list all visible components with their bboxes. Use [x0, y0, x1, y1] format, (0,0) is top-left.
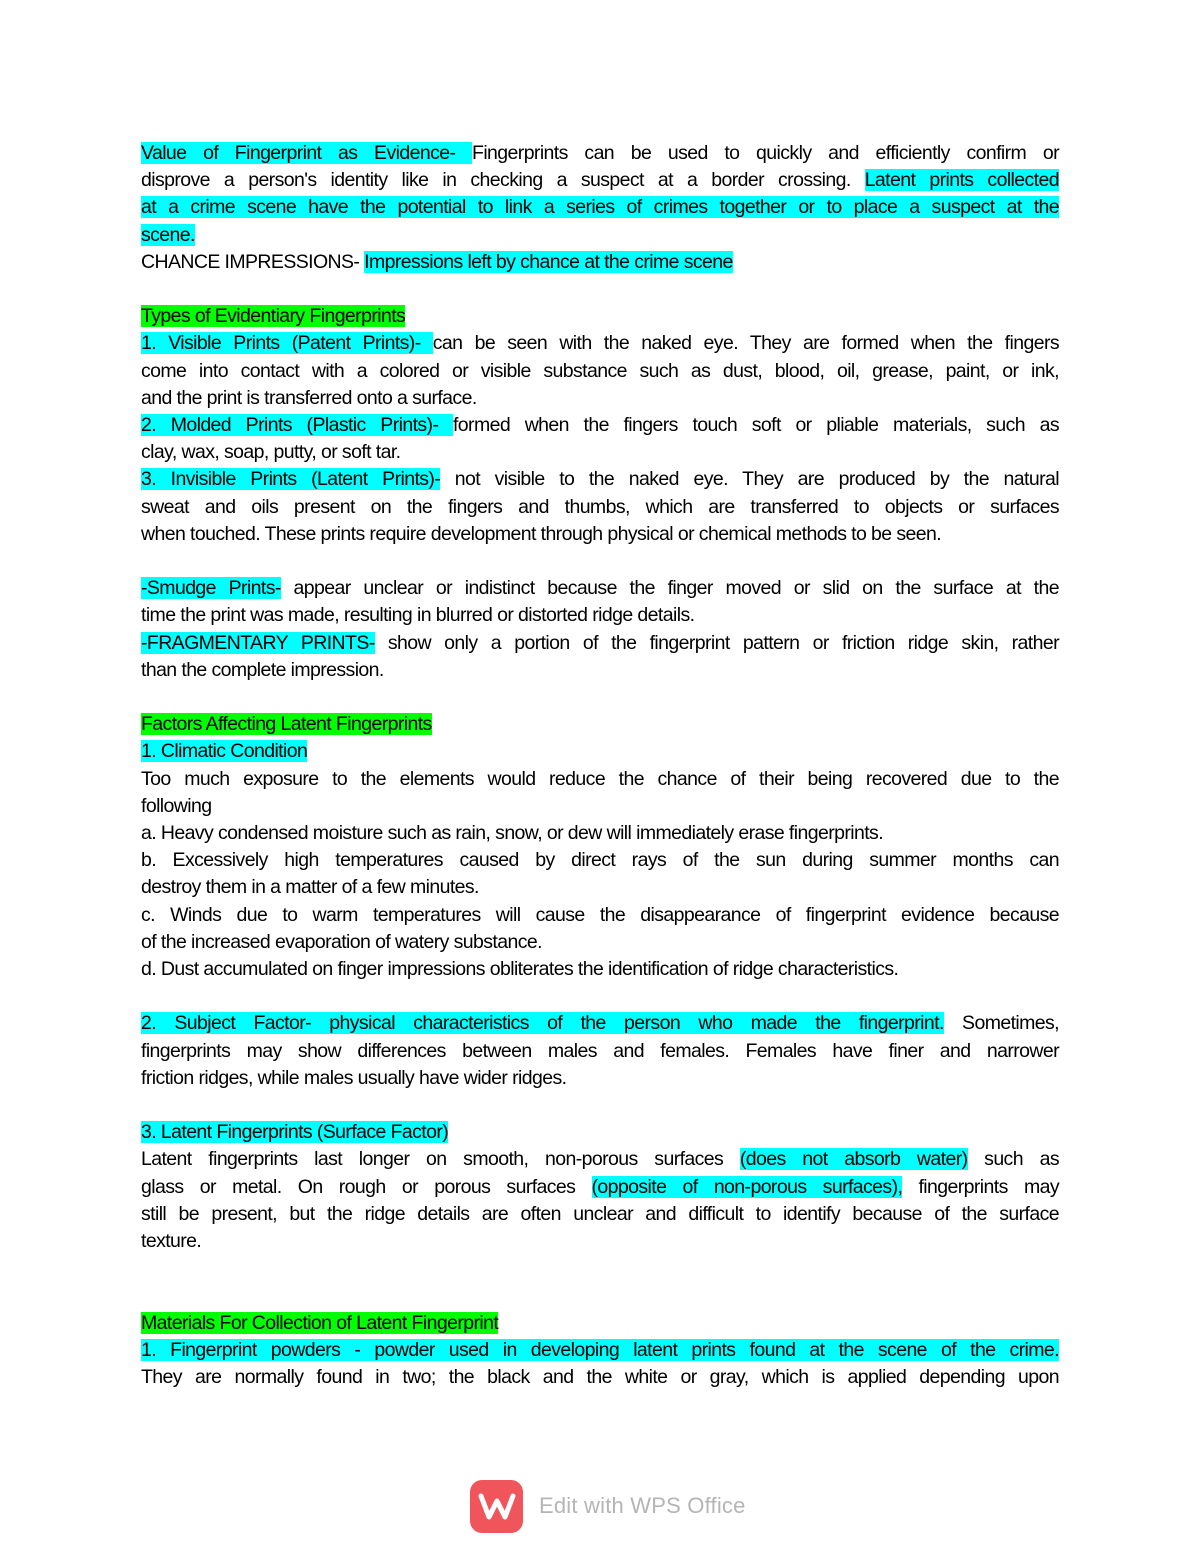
climatic-item-d: d. Dust accumulated on finger impressions obliterates the identification of ridge characteristics. — [141, 958, 899, 981]
chance-impressions-line: CHANCE IMPRESSIONS- Impressions left by chance at the crime scene — [141, 250, 733, 273]
evidence-line-2: disprove a person's identity like in checking a suspect at a border crossing. Latent prints collected — [141, 169, 1059, 192]
climatic-item-c-1: c. Winds due to warm temperatures will cause the disappearance of fingerprint evidence because — [141, 903, 1059, 926]
molded-prints-line-1: 2. Molded Prints (Plastic Prints)- formed when the fingers touch soft or pliable materials, such as — [141, 414, 1059, 437]
climatic-item-b-2: destroy them in a matter of a few minutes. — [141, 876, 479, 899]
wps-edit-badge[interactable] — [470, 1478, 746, 1534]
surface-factor-heading: 3. Latent Fingerprints (Surface Factor) — [141, 1121, 449, 1144]
document-body — [141, 140, 1059, 1391]
smudge-prints-line-2: time the print was made, resulting in blurred or distorted ridge details. — [141, 604, 695, 627]
surface-factor-line-4: texture. — [141, 1230, 202, 1253]
invisible-prints-line-1: 3. Invisible Prints (Latent Prints)- not visible to the naked eye. They are produced by the natural — [141, 468, 1059, 491]
climatic-item-c-2: of the increased evaporation of watery substance. — [141, 930, 542, 953]
smudge-prints-line-1: -Smudge Prints- appear unclear or indistinct because the finger moved or slid on the surface at the — [141, 577, 1059, 600]
visible-prints-line-1: 1. Visible Prints (Patent Prints)- can be seen with the naked eye. They are formed when the fingers — [141, 332, 1059, 355]
invisible-prints-line-2: sweat and oils present on the fingers and thumbs, which are transferred to objects or surfaces — [141, 495, 1059, 518]
evidence-line-4: scene. — [141, 223, 195, 246]
section-heading-materials: Materials For Collection of Latent Fingerprint — [141, 1311, 499, 1334]
wps-edit-text[interactable]: Edit with WPS Office — [539, 1493, 746, 1518]
subject-factor-line-2: fingerprints may show differences between males and females. Females have finer and narrower — [141, 1039, 1059, 1062]
visible-prints-line-3: and the print is transferred onto a surface. — [141, 386, 477, 409]
climatic-item-b-1: b. Excessively high temperatures caused by direct rays of the sun during summer months can — [141, 849, 1059, 872]
wps-logo-icon — [470, 1480, 523, 1533]
powders-line-2: They are normally found in two; the black and the white or gray, which is applied depending upon — [141, 1366, 1059, 1389]
climatic-condition-heading: 1. Climatic Condition — [141, 740, 308, 763]
surface-factor-line-3: still be present, but the ridge details are often unclear and difficult to identify because of the surface — [141, 1202, 1059, 1225]
surface-factor-line-2: glass or metal. On rough or porous surfaces (opposite of non-porous surfaces), fingerprints may — [141, 1175, 1059, 1198]
fragmentary-prints-line-1: -FRAGMENTARY PRINTS- show only a portion of the fingerprint pattern or friction ridge skin, rather — [141, 631, 1059, 654]
evidence-term: Value of Fingerprint as Evidence- — [141, 142, 473, 164]
invisible-prints-line-3: when touched. These prints require development through physical or chemical methods to be seen. — [141, 522, 942, 545]
section-heading-types: Types of Evidentiary Fingerprints — [141, 305, 406, 328]
evidence-line-3: at a crime scene have the potential to link a series of crimes together or to place a suspect at the — [141, 196, 1059, 219]
molded-prints-line-2: clay, wax, soap, putty, or soft tar. — [141, 441, 401, 464]
evidence-line-1: Value of Fingerprint as Evidence- Fingerprints can be used to quickly and efficiently confirm or — [141, 142, 1059, 164]
climatic-item-a: a. Heavy condensed moisture such as rain, snow, or dew will immediately erase fingerprints. — [141, 822, 884, 845]
surface-factor-line-1: Latent fingerprints last longer on smooth, non-porous surfaces (does not absorb water) such as — [141, 1148, 1060, 1171]
section-heading-factors: Factors Affecting Latent Fingerprints — [141, 713, 432, 736]
subject-factor-line-3: friction ridges, while males usually have wider ridges. — [141, 1066, 567, 1089]
fragmentary-prints-line-2: than the complete impression. — [141, 658, 384, 681]
climatic-line-2: following — [141, 794, 212, 817]
powders-line-1: 1. Fingerprint powders - powder used in developing latent prints found at the scene of the crime. — [141, 1338, 1059, 1361]
visible-prints-line-2: come into contact with a colored or visible substance such as dust, blood, oil, grease, paint, or ink, — [141, 359, 1059, 382]
climatic-line-1: Too much exposure to the elements would reduce the chance of their being recovered due to the — [141, 767, 1059, 790]
subject-factor-line-1: 2. Subject Factor- physical characteristics of the person who made the fingerprint. Sometimes, — [141, 1012, 1059, 1035]
